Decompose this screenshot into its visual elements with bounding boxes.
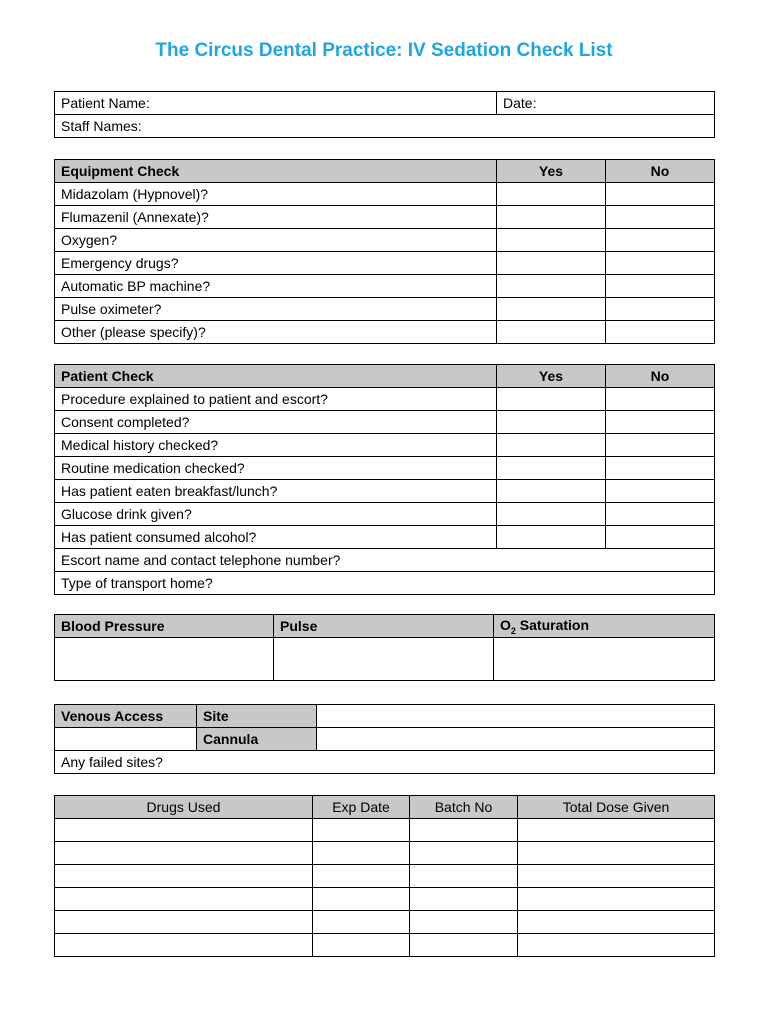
equipment-check-table (54, 159, 715, 344)
dose-cell[interactable] (518, 911, 715, 934)
equipment-item-label: Pulse oximeter? (55, 298, 497, 321)
yes-cell[interactable] (497, 206, 606, 229)
drug-cell[interactable] (55, 865, 313, 888)
dose-cell[interactable] (518, 819, 715, 842)
table-row (55, 298, 715, 321)
site-label: Site (197, 705, 317, 728)
no-cell[interactable] (606, 206, 715, 229)
yes-cell[interactable] (497, 526, 606, 549)
drugs-used-header: Drugs Used (55, 796, 313, 819)
cannula-label: Cannula (197, 728, 317, 751)
no-cell[interactable] (606, 388, 715, 411)
table-row (55, 888, 715, 911)
no-cell[interactable] (606, 252, 715, 275)
patient-item-label: Consent completed? (55, 411, 497, 434)
escort-contact-field[interactable]: Escort name and contact telephone number? (55, 549, 715, 572)
table-row (55, 934, 715, 957)
no-cell[interactable] (606, 183, 715, 206)
patient-name-field[interactable]: Patient Name: (55, 92, 497, 115)
patient-item-label: Medical history checked? (55, 434, 497, 457)
exp-date-cell[interactable] (313, 819, 410, 842)
pulse-header: Pulse (274, 615, 494, 638)
transport-home-field[interactable]: Type of transport home? (55, 572, 715, 595)
failed-sites-field[interactable]: Any failed sites? (55, 751, 715, 774)
yes-cell[interactable] (497, 434, 606, 457)
date-field[interactable]: Date: (497, 92, 715, 115)
patient-item-label: Glucose drink given? (55, 503, 497, 526)
exp-date-cell[interactable] (313, 888, 410, 911)
dose-cell[interactable] (518, 934, 715, 957)
equipment-item-label: Flumazenil (Annexate)? (55, 206, 497, 229)
table-row (55, 206, 715, 229)
exp-date-header: Exp Date (313, 796, 410, 819)
patient-item-label: Routine medication checked? (55, 457, 497, 480)
yes-cell[interactable] (497, 411, 606, 434)
equipment-check-heading: Equipment Check (55, 160, 497, 183)
yes-cell[interactable] (497, 298, 606, 321)
batch-no-cell[interactable] (410, 911, 518, 934)
table-row (55, 526, 715, 549)
patient-item-label: Has patient eaten breakfast/lunch? (55, 480, 497, 503)
table-row (55, 842, 715, 865)
yes-cell[interactable] (497, 229, 606, 252)
batch-no-cell[interactable] (410, 888, 518, 911)
exp-date-cell[interactable] (313, 865, 410, 888)
no-cell[interactable] (606, 275, 715, 298)
batch-no-cell[interactable] (410, 842, 518, 865)
exp-date-cell[interactable] (313, 934, 410, 957)
patient-item-label: Has patient consumed alcohol? (55, 526, 497, 549)
yes-cell[interactable] (497, 480, 606, 503)
total-dose-header: Total Dose Given (518, 796, 715, 819)
no-cell[interactable] (606, 434, 715, 457)
page-title: The Circus Dental Practice: IV Sedation Check List (155, 40, 613, 61)
equipment-item-label: Midazolam (Hypnovel)? (55, 183, 497, 206)
batch-no-cell[interactable] (410, 819, 518, 842)
table-row (55, 252, 715, 275)
table-row (55, 183, 715, 206)
table-row (55, 457, 715, 480)
equipment-item-label: Oxygen? (55, 229, 497, 252)
no-cell[interactable] (606, 411, 715, 434)
exp-date-cell[interactable] (313, 842, 410, 865)
yes-cell[interactable] (497, 457, 606, 480)
exp-date-cell[interactable] (313, 911, 410, 934)
batch-no-cell[interactable] (410, 865, 518, 888)
equipment-item-label: Automatic BP machine? (55, 275, 497, 298)
equipment-item-label: Emergency drugs? (55, 252, 497, 275)
table-row (55, 411, 715, 434)
yes-column-header: Yes (497, 365, 606, 388)
patient-item-label: Procedure explained to patient and escort? (55, 388, 497, 411)
venous-access-table (54, 704, 715, 774)
batch-no-cell[interactable] (410, 934, 518, 957)
venous-access-heading: Venous Access (55, 705, 197, 728)
site-field[interactable] (317, 705, 715, 728)
no-cell[interactable] (606, 526, 715, 549)
table-row (55, 388, 715, 411)
drug-cell[interactable] (55, 819, 313, 842)
drug-cell[interactable] (55, 888, 313, 911)
drug-cell[interactable] (55, 842, 313, 865)
table-row (55, 865, 715, 888)
drug-cell[interactable] (55, 934, 313, 957)
yes-cell[interactable] (497, 252, 606, 275)
staff-names-field[interactable]: Staff Names: (55, 115, 715, 138)
patient-check-heading: Patient Check (55, 365, 497, 388)
blood-pressure-cell[interactable] (55, 638, 274, 681)
dose-cell[interactable] (518, 842, 715, 865)
table-row (55, 434, 715, 457)
pulse-cell[interactable] (274, 638, 494, 681)
yes-cell[interactable] (497, 321, 606, 344)
o2-saturation-cell[interactable] (494, 638, 715, 681)
yes-column-header: Yes (497, 160, 606, 183)
drug-cell[interactable] (55, 911, 313, 934)
drugs-used-table (54, 795, 715, 957)
dose-cell[interactable] (518, 865, 715, 888)
venous-access-blank-cell[interactable] (55, 728, 197, 751)
table-row (55, 275, 715, 298)
yes-cell[interactable] (497, 183, 606, 206)
no-cell[interactable] (606, 298, 715, 321)
no-cell[interactable] (606, 229, 715, 252)
no-cell[interactable] (606, 480, 715, 503)
yes-cell[interactable] (497, 388, 606, 411)
vitals-table (54, 614, 715, 681)
patient-info-table (54, 91, 715, 138)
yes-cell[interactable] (497, 503, 606, 526)
cannula-field[interactable] (317, 728, 715, 751)
patient-check-table (54, 364, 715, 595)
batch-no-header: Batch No (410, 796, 518, 819)
no-cell[interactable] (606, 457, 715, 480)
table-row (55, 911, 715, 934)
table-row (55, 572, 715, 595)
table-row (55, 321, 715, 344)
table-row (55, 503, 715, 526)
no-column-header: No (606, 160, 715, 183)
blood-pressure-header: Blood Pressure (55, 615, 274, 638)
no-cell[interactable] (606, 503, 715, 526)
table-row (55, 819, 715, 842)
table-row (55, 229, 715, 252)
table-row (55, 549, 715, 572)
table-row (55, 480, 715, 503)
o2-saturation-header: $O_2$ Saturation (494, 615, 715, 638)
dose-cell[interactable] (518, 888, 715, 911)
equipment-item-label: Other (please specify)? (55, 321, 497, 344)
no-column-header: No (606, 365, 715, 388)
no-cell[interactable] (606, 321, 715, 344)
yes-cell[interactable] (497, 275, 606, 298)
